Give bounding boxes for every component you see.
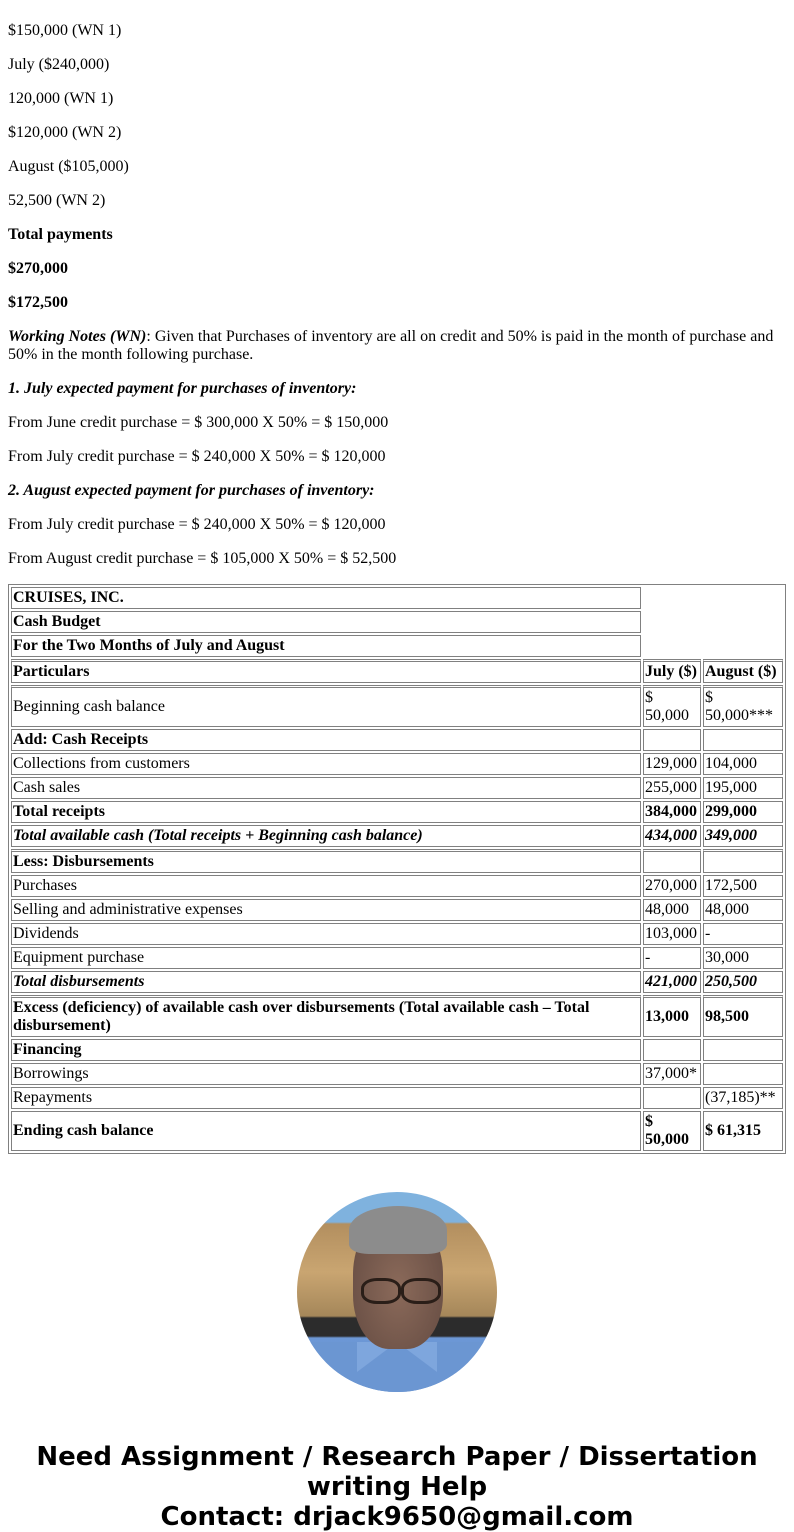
total-payments-label: Total payments <box>8 226 113 243</box>
text-line: $150,000 (WN 1) <box>8 22 122 39</box>
row-label: Repayments <box>11 1087 641 1109</box>
table-row <box>11 875 783 897</box>
row-august: 48,000 <box>703 899 783 921</box>
row-august: 299,000 <box>703 801 783 823</box>
row-july <box>643 849 701 873</box>
row-july: 434,000 <box>643 825 701 847</box>
row-august: - <box>703 923 783 945</box>
row-august: $ 50,000*** <box>703 685 783 727</box>
total-payments-july: $270,000 <box>8 260 68 277</box>
row-august <box>703 849 783 873</box>
table-row <box>11 587 783 609</box>
budget-period: For the Two Months of July and August <box>11 635 641 657</box>
row-july: 37,000* <box>643 1063 701 1085</box>
row-label: Borrowings <box>11 1063 641 1085</box>
promo-banner <box>8 1442 786 1532</box>
row-july: $ 50,000 <box>643 685 701 727</box>
working-notes-text: : Given that Purchases of inventory are all on credit and 50% is paid in the month of purchase and 50% in the month following purchase. <box>8 328 774 363</box>
table-row <box>11 825 783 847</box>
row-label: Total disbursements <box>11 971 641 993</box>
row-label: Dividends <box>11 923 641 945</box>
row-july: 48,000 <box>643 899 701 921</box>
row-label: Purchases <box>11 875 641 897</box>
table-row <box>11 971 783 993</box>
table-row <box>11 777 783 799</box>
row-label: Total available cash (Total receipts + Beginning cash balance) <box>11 825 641 847</box>
total-payments-august: $172,500 <box>8 294 68 311</box>
table-row <box>11 729 783 751</box>
text-line: 52,500 (WN 2) <box>8 192 106 209</box>
row-august <box>703 1063 783 1085</box>
row-july <box>643 1039 701 1061</box>
row-july: - <box>643 947 701 969</box>
row-label: Collections from customers <box>11 753 641 775</box>
table-row <box>11 753 783 775</box>
empty-cell <box>643 587 783 657</box>
table-row <box>11 899 783 921</box>
row-july: 129,000 <box>643 753 701 775</box>
row-july: 13,000 <box>643 995 701 1037</box>
row-august: 104,000 <box>703 753 783 775</box>
header-particulars: Particulars <box>11 659 641 683</box>
row-label: Ending cash balance <box>11 1111 641 1151</box>
row-july: 270,000 <box>643 875 701 897</box>
note2-line: From August credit purchase = $ 105,000 X 50% = $ 52,500 <box>8 550 397 567</box>
row-august: (37,185)** <box>703 1087 783 1109</box>
note1-line: From June credit purchase = $ 300,000 X 50% = $ 150,000 <box>8 414 389 431</box>
row-august: 98,500 <box>703 995 783 1037</box>
row-july: 421,000 <box>643 971 701 993</box>
row-label: Cash sales <box>11 777 641 799</box>
note2-title: 2. August expected payment for purchases of inventory: <box>8 482 375 499</box>
table-row <box>11 849 783 873</box>
row-july: 255,000 <box>643 777 701 799</box>
row-august: 349,000 <box>703 825 783 847</box>
avatar-container <box>8 1192 786 1392</box>
row-august: 250,500 <box>703 971 783 993</box>
row-label: Excess (deficiency) of available cash over disbursements (Total available cash – Total disbursement) <box>11 995 641 1037</box>
table-row <box>11 1111 783 1151</box>
header-july: July ($) <box>643 659 701 683</box>
author-photo-icon <box>297 1192 497 1392</box>
row-august <box>703 1039 783 1061</box>
table-row <box>11 995 783 1037</box>
row-august: 30,000 <box>703 947 783 969</box>
clipped-top-line <box>8 0 786 6</box>
row-label: Total receipts <box>11 801 641 823</box>
company-name: CRUISES, INC. <box>11 587 641 609</box>
row-august: $ 61,315 <box>703 1111 783 1151</box>
row-august: 172,500 <box>703 875 783 897</box>
table-row <box>11 1039 783 1061</box>
promo-line-1: Need Assignment / Research Paper / Dissertation writing Help <box>36 1442 758 1502</box>
promo-contact: Contact: drjack9650@gmail.com <box>160 1502 634 1532</box>
working-notes-intro <box>8 328 786 364</box>
note2-line: From July credit purchase = $ 240,000 X 50% = $ 120,000 <box>8 516 386 533</box>
table-row <box>11 801 783 823</box>
text-line: 120,000 (WN 1) <box>8 90 114 107</box>
row-label: Selling and administrative expenses <box>11 899 641 921</box>
table-row <box>11 1063 783 1085</box>
row-label: Financing <box>11 1039 641 1061</box>
table-row <box>11 947 783 969</box>
row-label: Add: Cash Receipts <box>11 729 641 751</box>
row-label: Beginning cash balance <box>11 685 641 727</box>
row-july <box>643 1087 701 1109</box>
note1-title: 1. July expected payment for purchases of inventory: <box>8 380 357 397</box>
text-line: $120,000 (WN 2) <box>8 124 122 141</box>
row-july <box>643 729 701 751</box>
row-label: Less: Disbursements <box>11 849 641 873</box>
text-line: August ($105,000) <box>8 158 129 175</box>
working-notes-label: Working Notes (WN) <box>8 328 147 345</box>
row-july: 384,000 <box>643 801 701 823</box>
header-row <box>11 659 783 683</box>
table-row <box>11 923 783 945</box>
row-july: 103,000 <box>643 923 701 945</box>
text-line: July ($240,000) <box>8 56 110 73</box>
row-august: 195,000 <box>703 777 783 799</box>
note1-line: From July credit purchase = $ 240,000 X 50% = $ 120,000 <box>8 448 386 465</box>
budget-title: Cash Budget <box>11 611 641 633</box>
row-july: $ 50,000 <box>643 1111 701 1151</box>
table-row <box>11 685 783 727</box>
row-label: Equipment purchase <box>11 947 641 969</box>
table-row <box>11 1087 783 1109</box>
cash-budget-table <box>8 584 786 1154</box>
header-august: August ($) <box>703 659 783 683</box>
row-august <box>703 729 783 751</box>
